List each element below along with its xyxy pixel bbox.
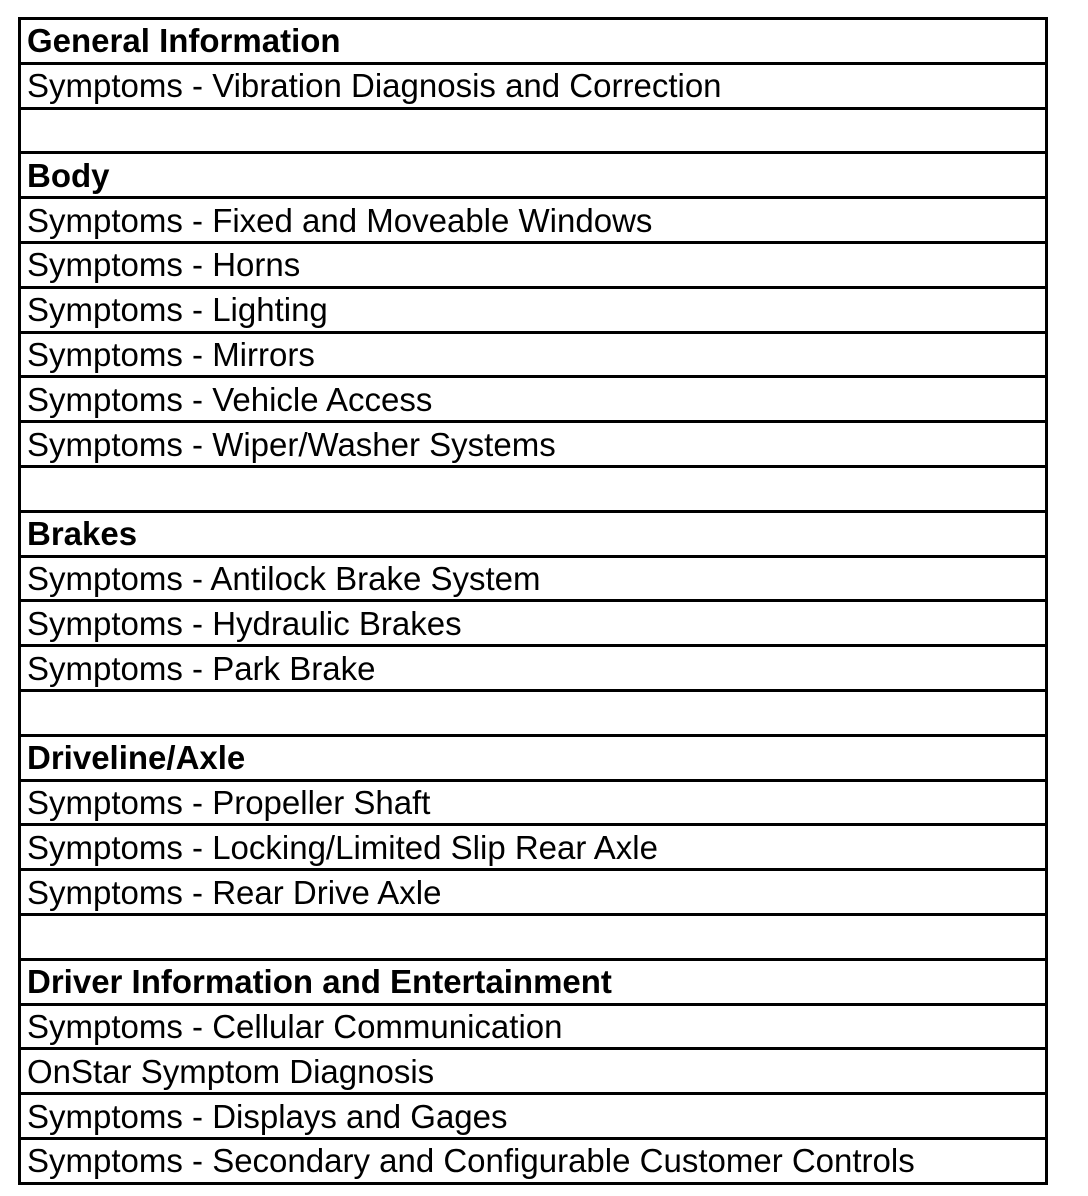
- symptom-link[interactable]: Symptoms - Vibration Diagnosis and Correction: [21, 65, 1045, 110]
- section-header: Driver Information and Entertainment: [21, 961, 1045, 1006]
- section-header: Driveline/Axle: [21, 737, 1045, 782]
- section-header: Brakes: [21, 513, 1045, 558]
- symptom-link[interactable]: Symptoms - Propeller Shaft: [21, 782, 1045, 827]
- symptom-link[interactable]: Symptoms - Cellular Communication: [21, 1006, 1045, 1051]
- symptom-link[interactable]: Symptoms - Park Brake: [21, 647, 1045, 692]
- spacer-row: [21, 692, 1045, 737]
- symptom-link[interactable]: OnStar Symptom Diagnosis: [21, 1050, 1045, 1095]
- symptom-link[interactable]: Symptoms - Rear Drive Axle: [21, 871, 1045, 916]
- section-header: General Information: [21, 20, 1045, 65]
- spacer-row: [21, 468, 1045, 513]
- symptom-link[interactable]: Symptoms - Vehicle Access: [21, 378, 1045, 423]
- symptom-link[interactable]: Symptoms - Hydraulic Brakes: [21, 602, 1045, 647]
- symptom-link[interactable]: Symptoms - Lighting: [21, 289, 1045, 334]
- spacer-row: [21, 916, 1045, 961]
- symptom-link[interactable]: Symptoms - Fixed and Moveable Windows: [21, 199, 1045, 244]
- symptom-link[interactable]: Symptoms - Mirrors: [21, 334, 1045, 379]
- symptom-link[interactable]: Symptoms - Antilock Brake System: [21, 558, 1045, 603]
- symptoms-index-table: [18, 17, 1048, 1185]
- symptom-link[interactable]: Symptoms - Horns: [21, 244, 1045, 289]
- symptom-link[interactable]: Symptoms - Secondary and Configurable Customer Controls: [21, 1140, 1045, 1185]
- section-header: Body: [21, 154, 1045, 199]
- symptom-link[interactable]: Symptoms - Wiper/Washer Systems: [21, 423, 1045, 468]
- symptom-link[interactable]: Symptoms - Locking/Limited Slip Rear Axle: [21, 826, 1045, 871]
- spacer-row: [21, 110, 1045, 155]
- symptom-link[interactable]: Symptoms - Displays and Gages: [21, 1095, 1045, 1140]
